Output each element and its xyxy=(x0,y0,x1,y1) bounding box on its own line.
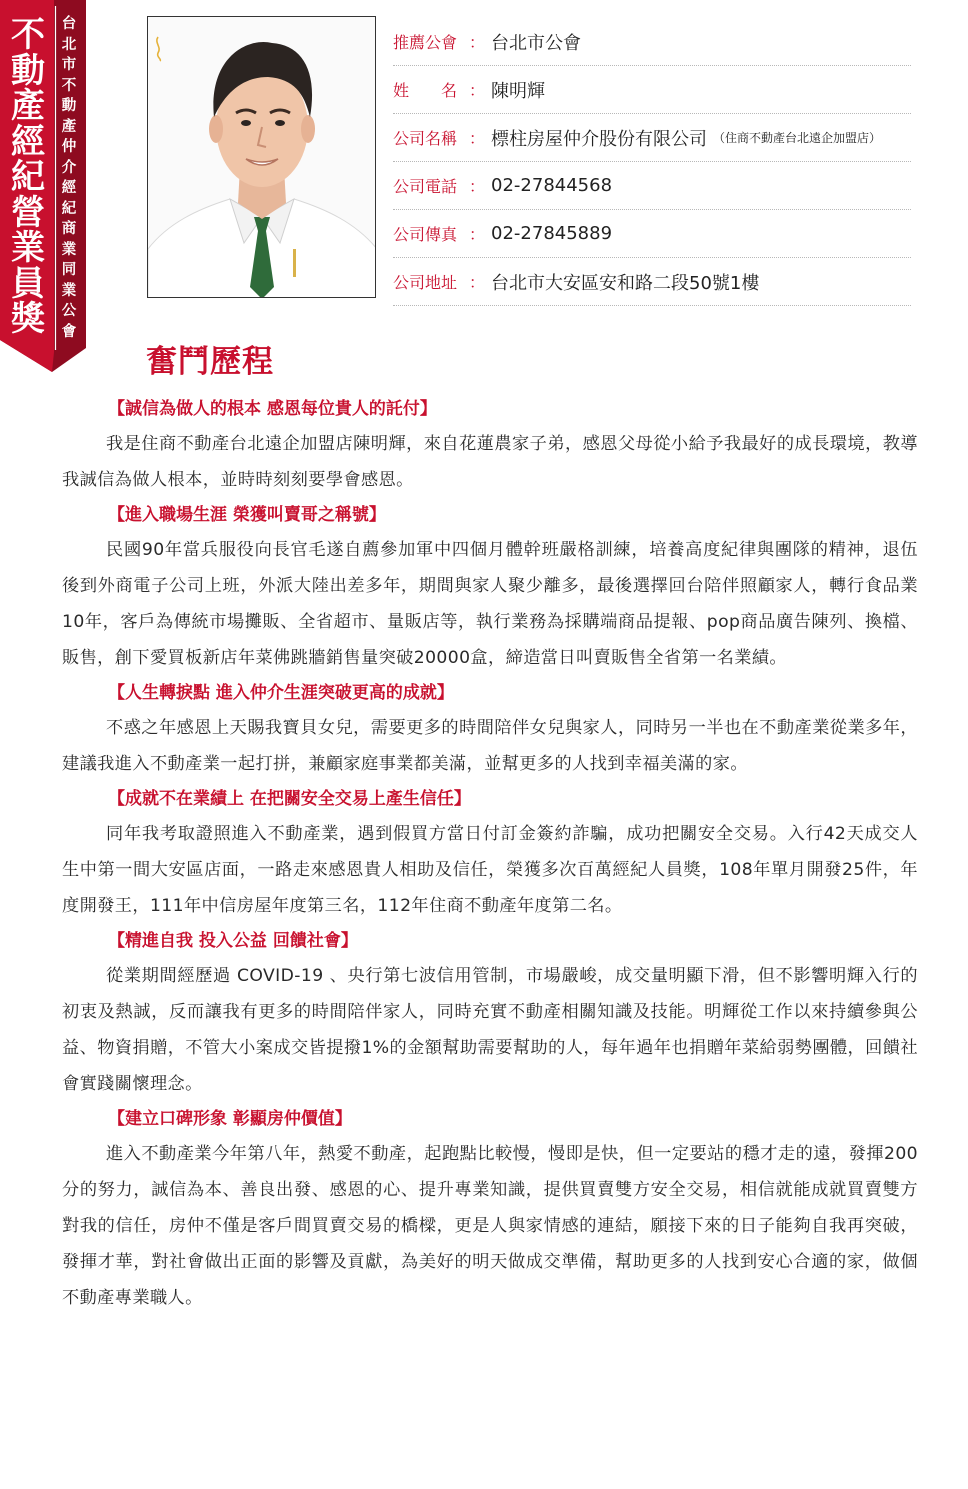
story-heading: 【進入職場生涯 榮獲叫賣哥之稱號】 xyxy=(108,505,386,525)
award-banner xyxy=(0,0,86,372)
story-heading: 【人生轉捩點 進入仲介生涯突破更高的成就】 xyxy=(108,683,454,703)
info-value: 陳明輝 xyxy=(491,80,546,102)
story-heading: 【誠信為做人的根本 感恩每位貴人的託付】 xyxy=(108,399,437,419)
info-colon: ： xyxy=(469,33,486,52)
info-label: 公司傳真 xyxy=(393,225,458,244)
story-heading: 【建立口碑形象 彰顯房仲價值】 xyxy=(108,1109,352,1129)
story-paragraph: 從業期間經歷過 COVID-19 、央行第七波信用管制，市場嚴峻，成交量明顯下滑，但不影響明輝入行的初衷及熱誠，反而讓我有更多的時間陪伴家人，同時充實不動產相關知識及技能。明輝從工作以來持續參與公益、物資捐贈，不管大小案成交皆提撥1%的金額幫助需要幫助的人，每年過年也捐贈年菜給弱勢團體，回饋社會實踐關懷理念。 xyxy=(62,966,918,1094)
story-paragraph: 不惑之年感恩上天賜我寶貝女兒，需要更多的時間陪伴女兒與家人，同時另一半也在不動產業從業多年，建議我進入不動產業一起打拼，兼顧家庭事業都美滿，並幫更多的人找到幸福美滿的家。 xyxy=(62,718,918,774)
company-note: （住商不動產台北遠企加盟店） xyxy=(713,131,882,145)
info-label: 公司地址 xyxy=(393,273,458,292)
info-colon: ： xyxy=(469,273,486,292)
story-heading: 【成就不在業績上 在把關安全交易上產生信任】 xyxy=(108,789,471,809)
banner-title: 不動產經紀營業員獎 xyxy=(11,15,45,339)
info-label: 公司名稱 xyxy=(393,129,458,148)
story-heading: 【精進自我 投入公益 回饋社會】 xyxy=(108,931,358,951)
info-row-phone xyxy=(393,162,911,210)
portrait-photo xyxy=(147,16,376,298)
section-title: 奮鬥歷程 xyxy=(146,344,274,380)
story-paragraph: 我是住商不動產台北遠企加盟店陳明輝，來自花蓮農家子弟，感恩父母從小給予我最好的成長環境，教導我誠信為做人根本，並時時刻刻要學會感恩。 xyxy=(62,434,918,490)
story-paragraph: 民國90年當兵服役向長官毛遂自薦參加軍中四個月體幹班嚴格訓練，培養高度紀律與團隊的精神，退伍後到外商電子公司上班，外派大陸出差多年，期間與家人聚少離多，最後選擇回台陪伴照顧家人，轉行食品業10年，客戶為傳統市場攤販、全省超市、量販店等，執行業務為採購端商品提報、pop商品廣告陳列、換檔、販售，創下愛買板新店年菜佛跳牆銷售量突破20000盒，締造當日叫賣販售全省第一名業績。 xyxy=(62,540,918,668)
banner-association: 台北市不動產仲介經紀商業同業公會 xyxy=(61,16,77,340)
story-paragraph: 進入不動產業今年第八年，熱愛不動產，起跑點比較慢，慢即是快，但一定要站的穩才走的遠，發揮200分的努力，誠信為本、善良出發、感恩的心、提升專業知識，提供買賣雙方安全交易，相信就能成就買賣雙方對我的信任，房仲不僅是客戶間買賣交易的橋樑，更是人與家情感的連結，願接下來的日子能夠自我再突破，發揮才華，對社會做出正面的影響及貢獻，為美好的明天做成交準備，幫助更多的人找到安心合適的家，做個不動產專業職人。 xyxy=(62,1144,918,1308)
info-label: 推薦公會 xyxy=(393,33,458,52)
info-value: 標柱房屋仲介股份有限公司 xyxy=(491,128,708,150)
info-label: 姓 名 xyxy=(393,81,458,100)
info-row-company xyxy=(393,114,911,162)
story-content xyxy=(62,392,918,1316)
profile-info xyxy=(393,18,911,306)
info-colon: ： xyxy=(469,177,486,196)
info-colon: ： xyxy=(469,129,486,148)
info-label: 公司電話 xyxy=(393,177,458,196)
info-value: 02-27845889 xyxy=(491,223,613,244)
info-row-name xyxy=(393,66,911,114)
info-value: 台北市大安區安和路二段50號1樓 xyxy=(491,272,760,294)
info-colon: ： xyxy=(469,81,486,100)
story-paragraph: 同年我考取證照進入不動產業，遇到假買方當日付訂金簽約詐騙，成功把關安全交易。入行42天成交人生中第一間大安區店面，一路走來感恩貴人相助及信任，榮獲多次百萬經紀人員獎，108年單月開發25件，年度開發王，111年中信房屋年度第三名，112年住商不動產年度第二名。 xyxy=(62,824,918,916)
info-row-fax xyxy=(393,210,911,258)
person-illustration xyxy=(148,17,376,298)
info-row-address xyxy=(393,258,911,306)
info-colon: ： xyxy=(469,225,486,244)
info-row-association xyxy=(393,18,911,66)
info-value: 台北市公會 xyxy=(491,32,582,54)
info-value: 02-27844568 xyxy=(491,175,613,196)
